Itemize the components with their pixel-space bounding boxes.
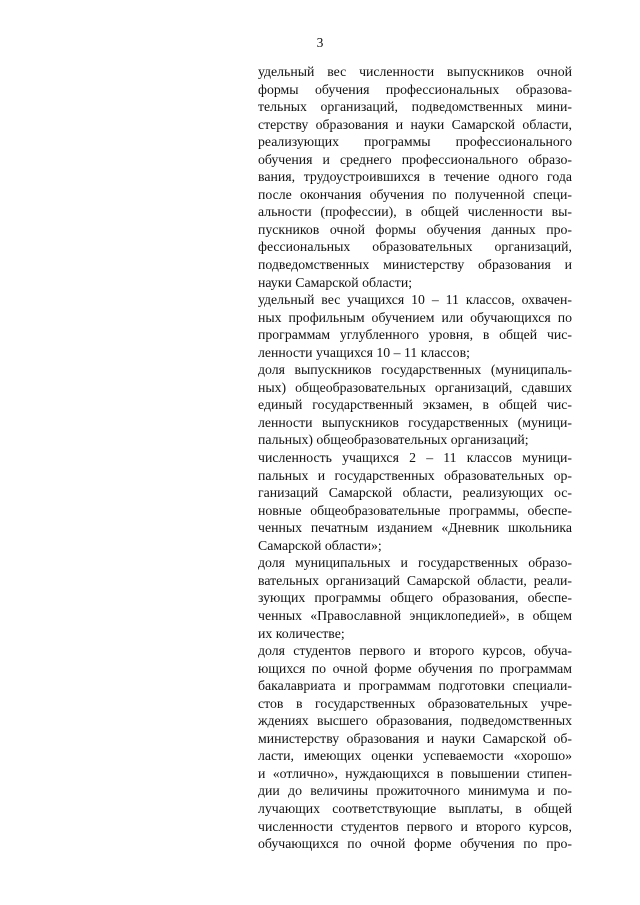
text-line: удельный вес учащихся 10 – 11 классов, охвачен- bbox=[258, 292, 572, 308]
text-line: численность учащихся 2 – 11 классов муници- bbox=[258, 450, 572, 466]
text-line: ласти, имеющих оценки успеваемости «хорошо» bbox=[258, 748, 572, 764]
text-line: ченных «Православной энциклопедией», в общем bbox=[258, 607, 572, 623]
paragraph bbox=[258, 291, 572, 361]
text-line: ганизаций Самарской области, реализующих ос- bbox=[258, 485, 572, 501]
text-line: фессиональных образовательных организаций, bbox=[258, 239, 572, 255]
text-line: численности студентов первого и второго курсов, bbox=[258, 818, 572, 834]
text-line: пальных) общеобразовательных организаций; bbox=[258, 432, 529, 448]
text-line: альности (профессии), в общей численности вы- bbox=[258, 204, 572, 220]
text-line: ждениях высшего образования, подведомственных bbox=[258, 713, 572, 729]
text-line: программам углубленного уровня, в общей чис- bbox=[258, 327, 572, 343]
text-line: реализующих программы профессионального bbox=[258, 134, 572, 150]
text-line: науки Самарской области; bbox=[258, 274, 413, 290]
text-line: Самарской области»; bbox=[258, 537, 382, 553]
text-line: удельный вес численности выпускников очной bbox=[258, 64, 572, 79]
text-line: после окончания обучения по полученной специ- bbox=[258, 186, 572, 202]
text-line: бакалавриата и программам подготовки специали- bbox=[258, 678, 572, 694]
text-line: ленности выпускников государственных (муници- bbox=[258, 414, 572, 430]
text-line: обучения и среднего профессионального образо- bbox=[258, 151, 572, 167]
text-line: вания, трудоустроившихся в течение одного года bbox=[258, 169, 572, 185]
text-line: ных профильным обучением или обучающихся по bbox=[258, 309, 572, 325]
paragraph bbox=[258, 554, 572, 642]
text-line: формы обучения профессиональных образова- bbox=[258, 81, 572, 97]
text-line: вательных организаций Самарской области, реали- bbox=[258, 572, 572, 588]
text-line: зующих программы общего образования, обеспе- bbox=[258, 590, 572, 606]
text-line: их количестве; bbox=[258, 625, 345, 641]
text-line: ных) общеобразовательных организаций, сдавших bbox=[258, 379, 572, 395]
text-line: стерству образования и науки Самарской области, bbox=[258, 116, 572, 132]
text-line: ющихся по очной форме обучения по программам bbox=[258, 660, 572, 676]
text-line: новные общеобразовательные программы, обеспе- bbox=[258, 502, 572, 518]
page-number: 3 bbox=[316, 35, 324, 50]
text-line: стов в государственных образовательных учре- bbox=[258, 695, 572, 711]
text-line: министерству образования и науки Самарской об- bbox=[258, 730, 572, 746]
paragraph bbox=[258, 642, 572, 853]
text-line: пускников очной формы обучения данных про- bbox=[258, 221, 572, 237]
text-line: единый государственный экзамен, в общей чис- bbox=[258, 397, 572, 413]
text-line: дии до величины прожиточного минимума и по- bbox=[258, 783, 572, 799]
text-line: обучающихся по очной форме обучения по про- bbox=[258, 836, 572, 852]
text-line: ченных печатным изданием «Дневник школьника bbox=[258, 520, 572, 536]
text-line: тельных организаций, подведомственных мини- bbox=[258, 99, 572, 115]
text-line: доля выпускников государственных (муниципаль- bbox=[258, 362, 572, 378]
text-line: доля муниципальных и государственных образо- bbox=[258, 555, 572, 571]
text-line: ленности учащихся 10 – 11 классов; bbox=[258, 344, 470, 360]
paragraph bbox=[258, 63, 572, 291]
document-body bbox=[258, 63, 572, 853]
text-line: лучающих соответствующие выплаты, в общей bbox=[258, 800, 572, 816]
text-line: пальных и государственных образовательных ор- bbox=[258, 467, 572, 483]
paragraph bbox=[258, 449, 572, 554]
text-line: и «отлично», нуждающихся в повышении стипен- bbox=[258, 765, 572, 781]
text-line: подведомственных министерству образования и bbox=[258, 257, 572, 273]
text-line: доля студентов первого и второго курсов, обуча- bbox=[258, 643, 572, 659]
paragraph bbox=[258, 361, 572, 449]
